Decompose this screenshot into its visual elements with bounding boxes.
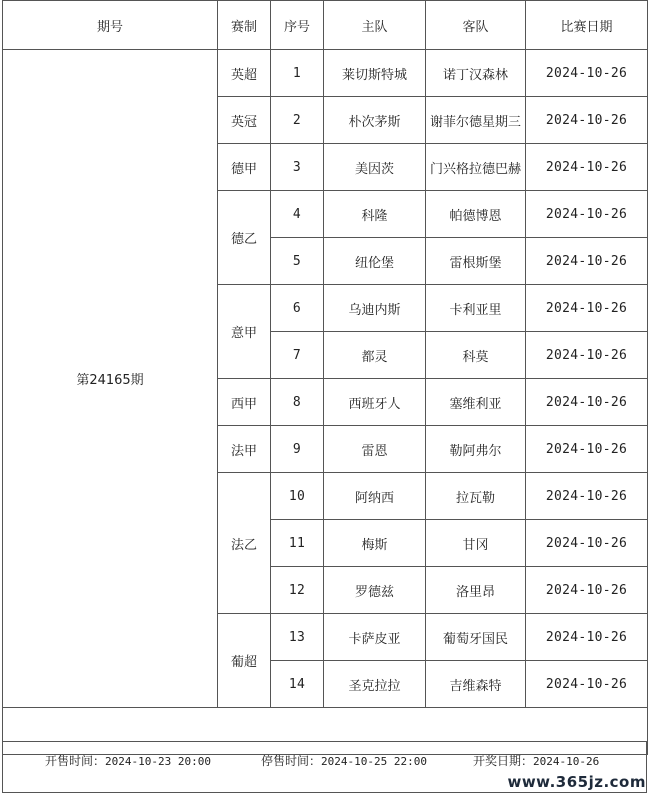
header-row	[3, 1, 648, 50]
away-team: 拉瓦勒	[426, 473, 526, 520]
match-date: 2024-10-26	[526, 520, 648, 567]
match-date: 2024-10-26	[526, 426, 648, 473]
draw-date-value: 2024-10-26	[533, 755, 600, 768]
match-date: 2024-10-26	[526, 285, 648, 332]
away-team: 吉维森特	[426, 661, 526, 708]
home-team: 科隆	[324, 191, 426, 238]
match-date: 2024-10-26	[526, 97, 648, 144]
sale-close-info	[261, 752, 427, 769]
away-team: 诺丁汉森林	[426, 50, 526, 97]
match-no: 8	[271, 379, 324, 426]
away-team: 卡利亚里	[426, 285, 526, 332]
sale-open-label: 开售时间：	[45, 754, 106, 768]
away-team: 塞维利亚	[426, 379, 526, 426]
home-team: 莱切斯特城	[324, 50, 426, 97]
match-date: 2024-10-26	[526, 661, 648, 708]
away-team: 葡萄牙国民	[426, 614, 526, 661]
match-no: 12	[271, 567, 324, 614]
home-team: 西班牙人	[324, 379, 426, 426]
league-cell: 英超	[218, 50, 271, 97]
match-date: 2024-10-26	[526, 144, 648, 191]
match-date: 2024-10-26	[526, 379, 648, 426]
home-team: 美因茨	[324, 144, 426, 191]
home-team: 罗德兹	[324, 567, 426, 614]
sale-open-info	[45, 752, 211, 769]
home-team: 都灵	[324, 332, 426, 379]
league-cell: 西甲	[218, 379, 271, 426]
match-no: 1	[271, 50, 324, 97]
league-cell: 英冠	[218, 97, 271, 144]
match-date: 2024-10-26	[526, 191, 648, 238]
home-team: 朴次茅斯	[324, 97, 426, 144]
away-team: 勒阿弗尔	[426, 426, 526, 473]
site-watermark: www.365jz.com	[507, 773, 646, 791]
header-period: 期号	[3, 1, 218, 50]
match-no: 10	[271, 473, 324, 520]
sale-close-value: 2024-10-25 22:00	[321, 755, 427, 768]
away-team: 雷根斯堡	[426, 238, 526, 285]
table-row	[3, 50, 648, 97]
match-no: 7	[271, 332, 324, 379]
schedule-table	[2, 0, 648, 755]
match-no: 9	[271, 426, 324, 473]
sale-open-value: 2024-10-23 20:00	[105, 755, 211, 768]
away-team: 科莫	[426, 332, 526, 379]
match-no: 4	[271, 191, 324, 238]
league-cell: 葡超	[218, 614, 271, 708]
match-date: 2024-10-26	[526, 567, 648, 614]
match-no: 6	[271, 285, 324, 332]
match-no: 2	[271, 97, 324, 144]
header-home: 主队	[324, 1, 426, 50]
header-league: 赛制	[218, 1, 271, 50]
match-no: 5	[271, 238, 324, 285]
league-cell: 意甲	[218, 285, 271, 379]
draw-date-info	[473, 752, 599, 769]
sale-close-label: 停售时间：	[261, 754, 322, 768]
header-date: 比赛日期	[526, 1, 648, 50]
match-date: 2024-10-26	[526, 332, 648, 379]
match-no: 14	[271, 661, 324, 708]
away-team: 谢菲尔德星期三	[426, 97, 526, 144]
match-no: 3	[271, 144, 324, 191]
header-no: 序号	[271, 1, 324, 50]
home-team: 圣克拉拉	[324, 661, 426, 708]
home-team: 卡萨皮亚	[324, 614, 426, 661]
match-date: 2024-10-26	[526, 614, 648, 661]
header-away: 客队	[426, 1, 526, 50]
league-cell: 法甲	[218, 426, 271, 473]
away-team: 洛里昂	[426, 567, 526, 614]
home-team: 梅斯	[324, 520, 426, 567]
home-team: 阿纳西	[324, 473, 426, 520]
match-no: 11	[271, 520, 324, 567]
league-cell: 德甲	[218, 144, 271, 191]
league-cell: 法乙	[218, 473, 271, 614]
match-date: 2024-10-26	[526, 50, 648, 97]
home-team: 雷恩	[324, 426, 426, 473]
match-date: 2024-10-26	[526, 238, 648, 285]
home-team: 纽伦堡	[324, 238, 426, 285]
away-team: 门兴格拉德巴赫	[426, 144, 526, 191]
match-date: 2024-10-26	[526, 473, 648, 520]
away-team: 甘冈	[426, 520, 526, 567]
home-team: 乌迪内斯	[324, 285, 426, 332]
league-cell: 德乙	[218, 191, 271, 285]
draw-date-label: 开奖日期：	[473, 754, 534, 768]
match-no: 13	[271, 614, 324, 661]
away-team: 帕德博恩	[426, 191, 526, 238]
period-cell: 第24165期	[3, 50, 218, 708]
